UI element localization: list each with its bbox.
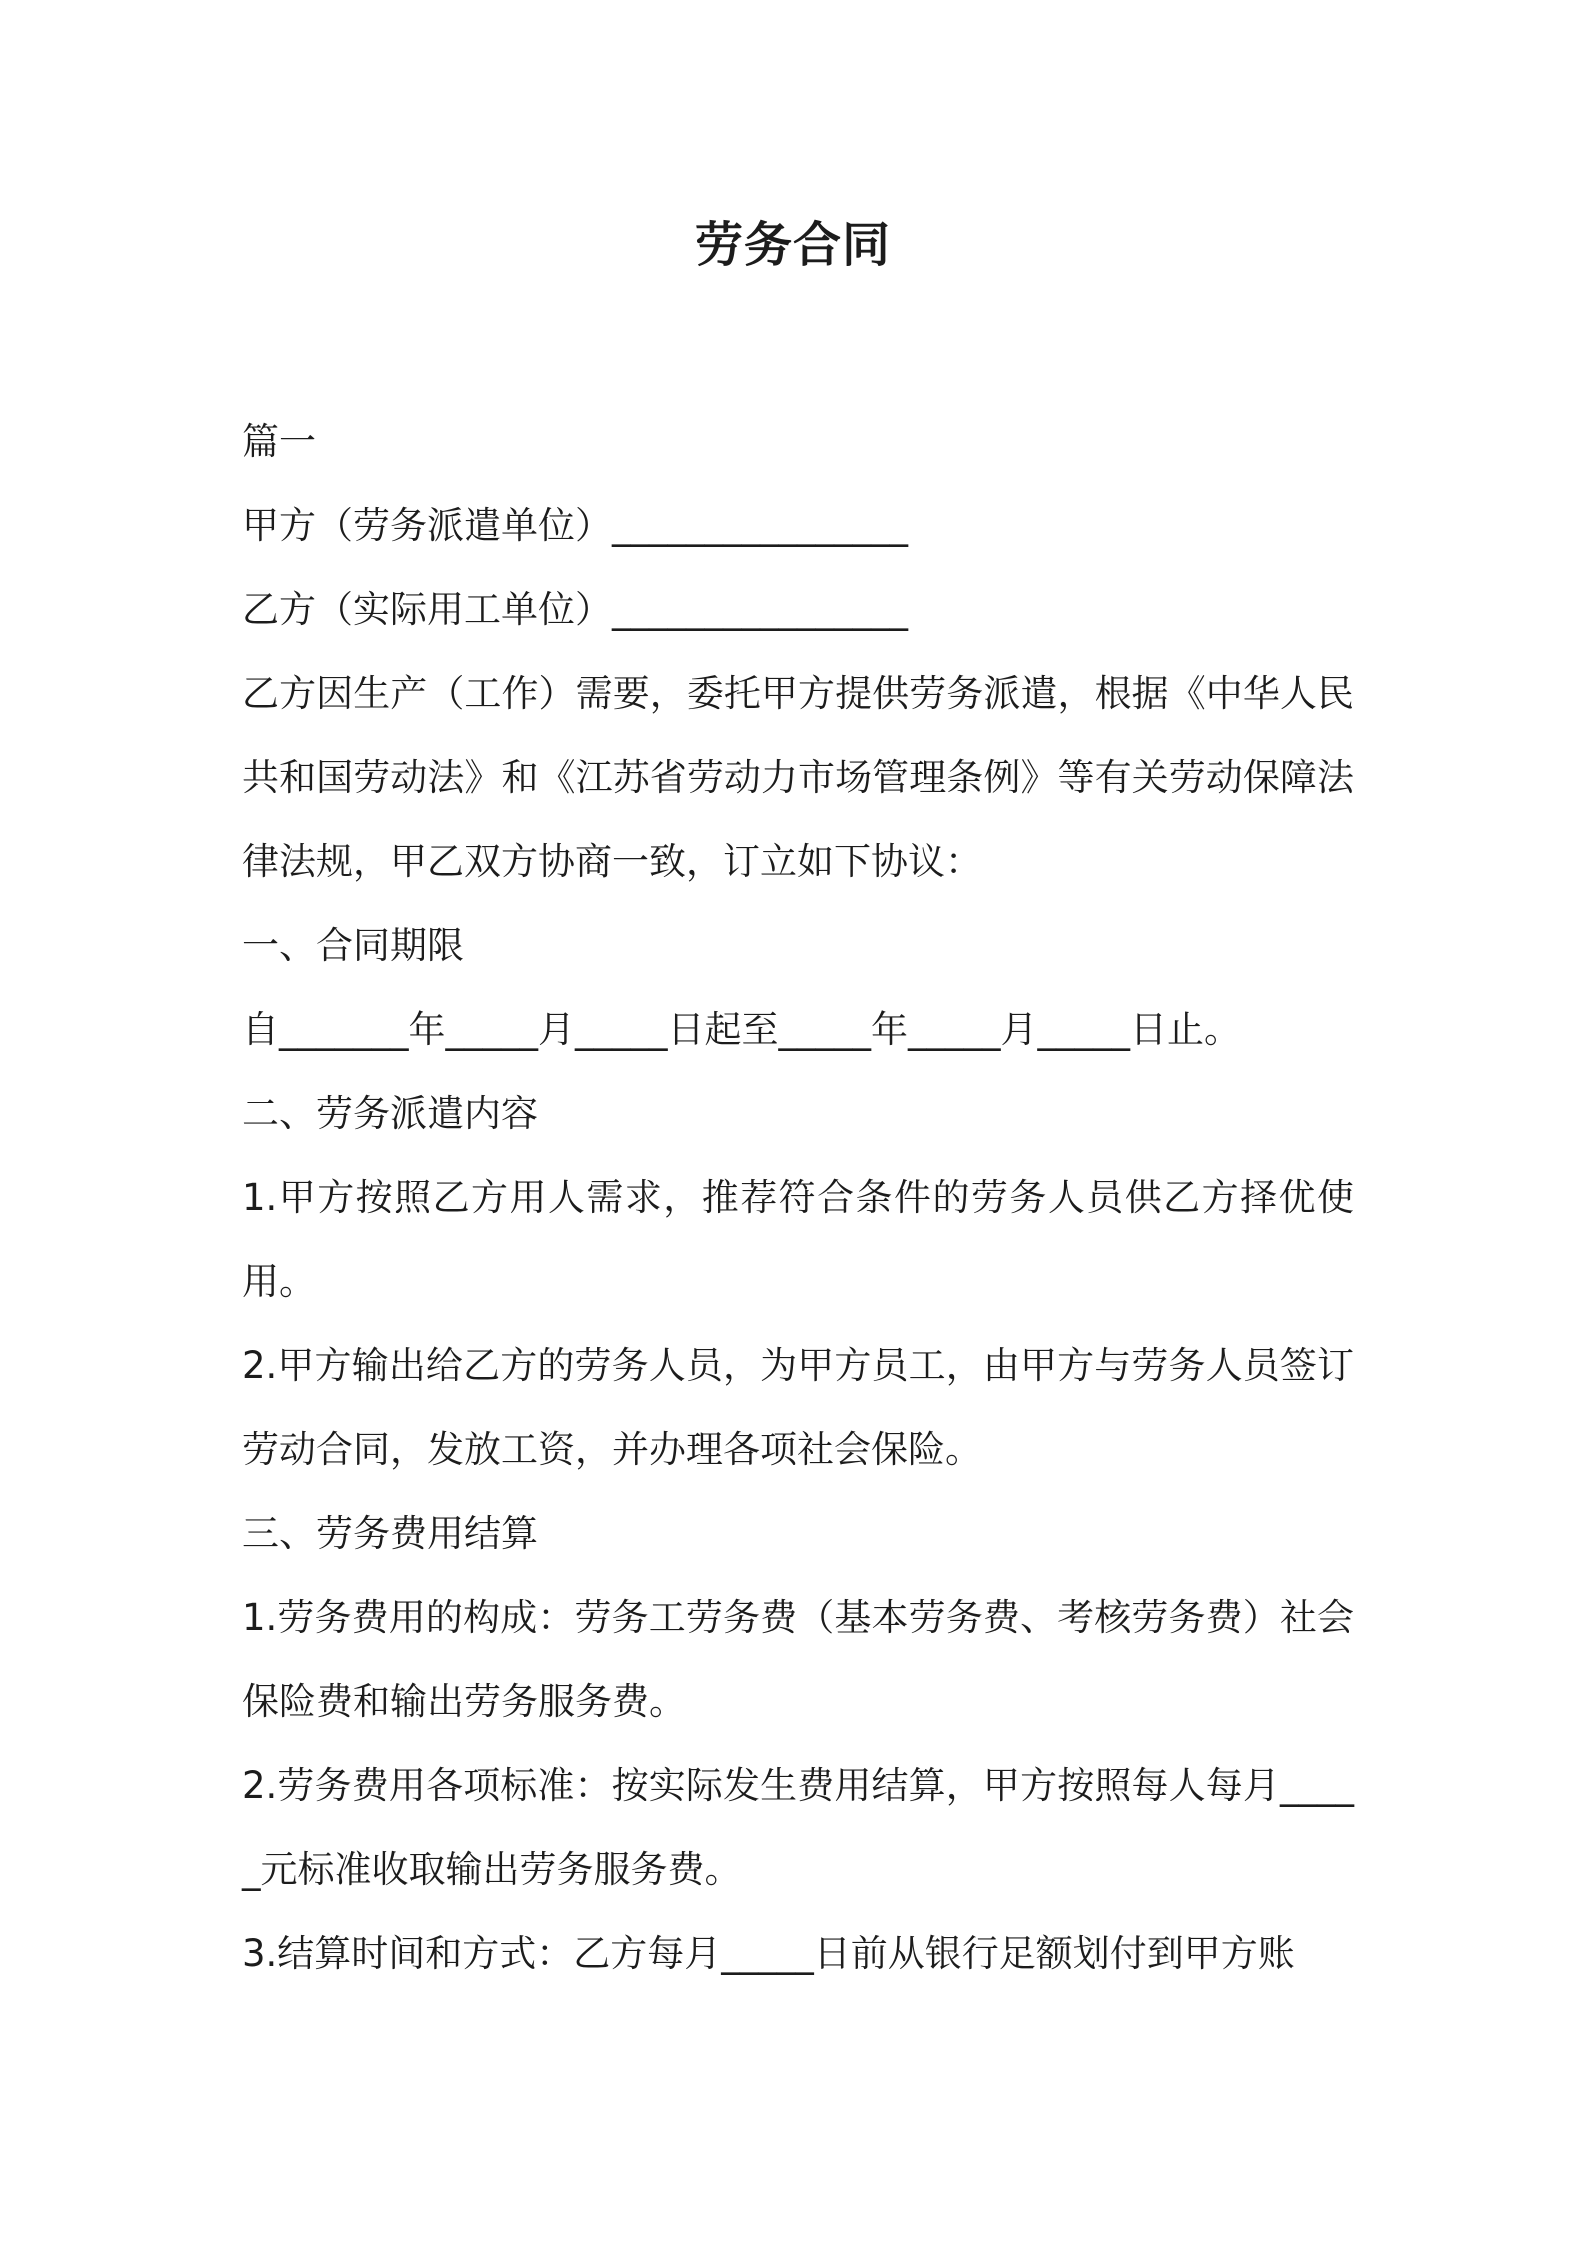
heading-fee-settlement: 三、劳务费用结算	[242, 1512, 538, 1555]
document-title: 劳务合同	[694, 217, 891, 273]
document-body	[242, 400, 1354, 1996]
dispatch-item-1: 1.甲方按照乙方用人需求，推荐符合条件的劳务人员供乙方择优使用。	[242, 1176, 1354, 1303]
fee-item-2: 2.劳务费用各项标准：按实际发生费用结算，甲方按照每人每月_____元标准收取输出劳务服务费。	[242, 1764, 1354, 1891]
dispatch-item-2: 2.甲方输出给乙方的劳务人员，为甲方员工，由甲方与劳务人员签订劳动合同，发放工资，并办理各项社会保险。	[242, 1344, 1354, 1471]
preamble-paragraph: 乙方因生产（工作）需要，委托甲方提供劳务派遣，根据《中华人民共和国劳动法》和《江苏省劳动力市场管理条例》等有关劳动保障法律法规，甲乙双方协商一致，订立如下协议：	[242, 672, 1354, 883]
heading-dispatch-content: 二、劳务派遣内容	[242, 1092, 538, 1135]
contract-term-dates: 自_______年_____月_____日起至_____年_____月_____日止。	[242, 1008, 1241, 1051]
fee-item-1: 1.劳务费用的构成：劳务工劳务费（基本劳务费、考核劳务费）社会保险费和输出劳务服务费。	[242, 1596, 1354, 1723]
section-label: 篇一	[242, 420, 316, 463]
heading-contract-term: 一、合同期限	[242, 924, 464, 967]
fee-item-3: 3.结算时间和方式：乙方每月_____日前从银行足额划付到甲方账	[242, 1932, 1295, 1975]
party-b-line: 乙方（实际用工单位）________________	[242, 588, 908, 631]
party-a-line: 甲方（劳务派遣单位）________________	[242, 504, 908, 547]
